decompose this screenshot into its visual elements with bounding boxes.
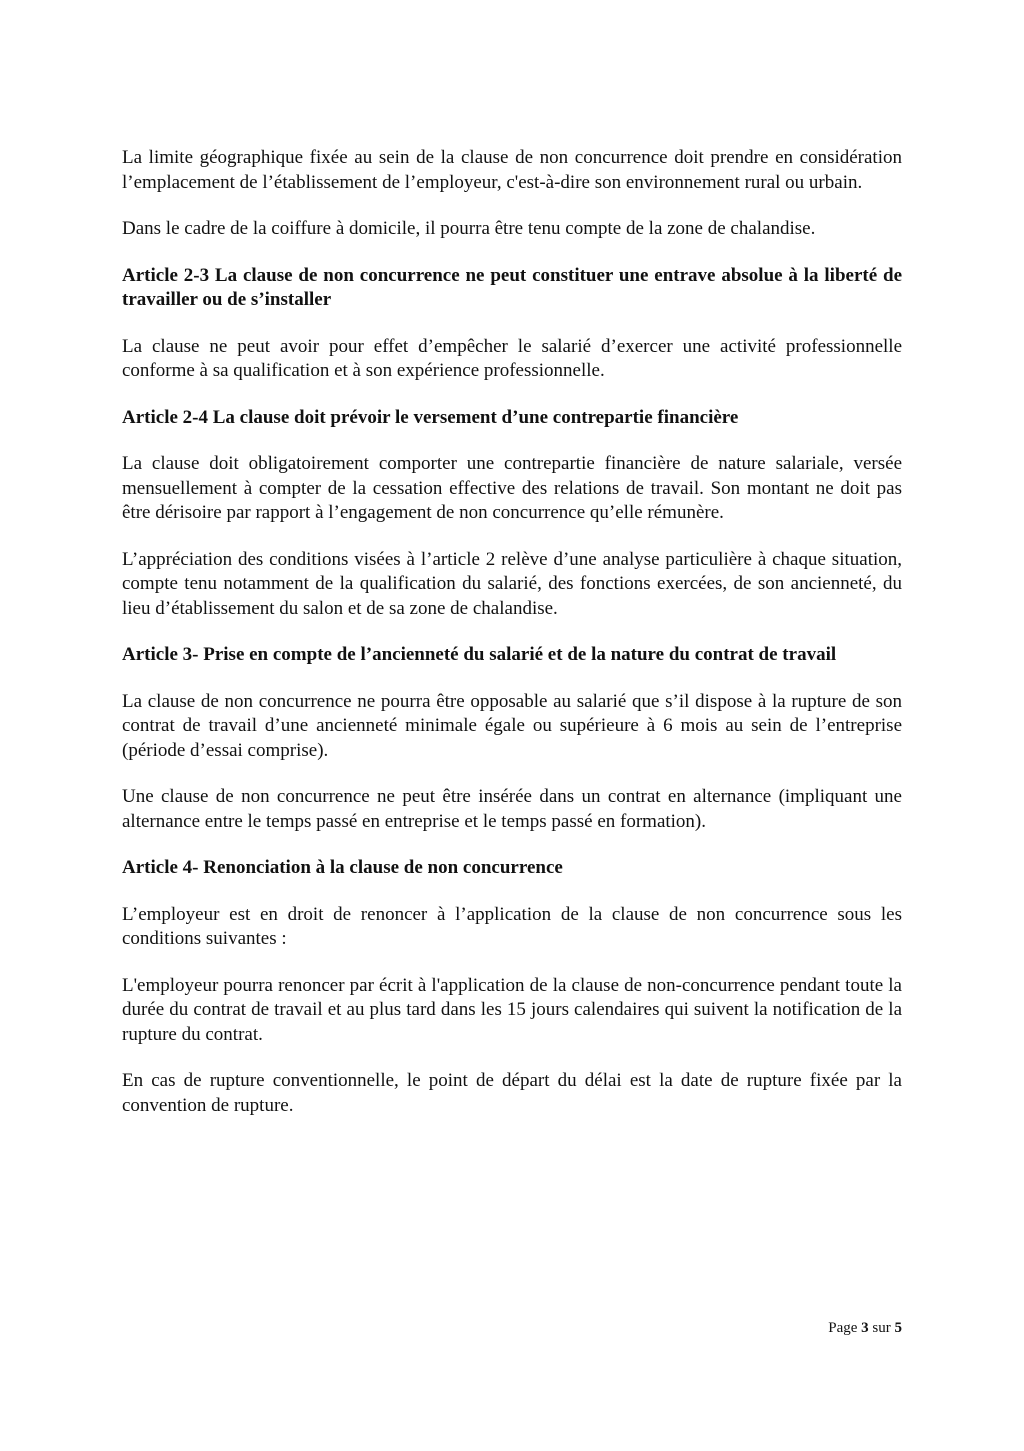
heading-article-4: Article 4- Renonciation à la clause de non concurrence [122, 857, 563, 878]
page-label: Page [828, 1320, 858, 1336]
page-number: 3 [861, 1320, 869, 1336]
paragraph-written-waiver: L'employeur pourra renoncer par écrit à l'application de la clause de non-concurrence pendant toute la durée du contrat de travail et au plus tard dans les 15 jours calendaires qui suivent la notification de la rupture du contrat. [122, 974, 902, 1045]
paragraph-home-hairdressing: Dans le cadre de la coiffure à domicile, il pourra être tenu compte de la zone de chalandise. [122, 218, 816, 239]
paragraph-minimum-seniority: La clause de non concurrence ne pourra être opposable au salarié que s’il dispose à la rupture de son contrat de travail d’une ancienneté minimale égale ou supérieure à 6 mois au sein de l’entreprise (période d’essai comprise). [122, 690, 902, 761]
paragraph-financial-compensation: La clause doit obligatoirement comporter une contrepartie financière de nature salariale, versée mensuellement à compter de la cessation effective des relations de travail. Son montant ne doit pas être dérisoire par rapport à l’engagement de non concurrence qu’elle rémunère. [122, 453, 902, 523]
paragraph-conventional-rupture: En cas de rupture conventionnelle, le point de départ du délai est la date de rupture fixée par la convention de rupture. [122, 1070, 902, 1116]
heading-article-3: Article 3- Prise en compte de l’ancienneté du salarié et de la nature du contrat de travail [122, 644, 837, 665]
heading-article-2-3: Article 2-3 La clause de non concurrence ne peut constituer une entrave absolue à la liberté de travailler ou de s’installer [122, 264, 902, 310]
page-footer [828, 1318, 902, 1338]
heading-article-2-4: Article 2-4 La clause doit prévoir le versement d’une contrepartie financière [122, 406, 739, 428]
paragraph-alternance-contract: Une clause de non concurrence ne peut être insérée dans un contrat en alternance (impliquant une alternance entre le temps passé en entreprise et le temps passé en formation). [122, 786, 902, 832]
document-body [122, 146, 902, 1140]
paragraph-geographic-limit: La limite géographique fixée au sein de la clause de non concurrence doit prendre en considération l’emplacement de l’établissement de l’employeur, c'est-à-dire son environnement rural ou urbain. [122, 147, 902, 193]
paragraph-waiver-conditions: L’employeur est en droit de renoncer à l’application de la clause de non concurrence sous les conditions suivantes : [122, 903, 902, 949]
paragraph-assessment-conditions: L’appréciation des conditions visées à l’article 2 relève d’une analyse particulière à chaque situation, compte tenu notamment de la qualification du salarié, des fonctions exercées, de son ancienneté, du lieu d’établissement du salon et de sa zone de chalandise. [122, 548, 902, 619]
paragraph-article-2-3: La clause ne peut avoir pour effet d’empêcher le salarié d’exercer une activité professionnelle conforme à sa qualification et à son expérience professionnelle. [122, 335, 902, 381]
total-pages: 5 [894, 1320, 902, 1336]
of-label: sur [872, 1320, 891, 1336]
